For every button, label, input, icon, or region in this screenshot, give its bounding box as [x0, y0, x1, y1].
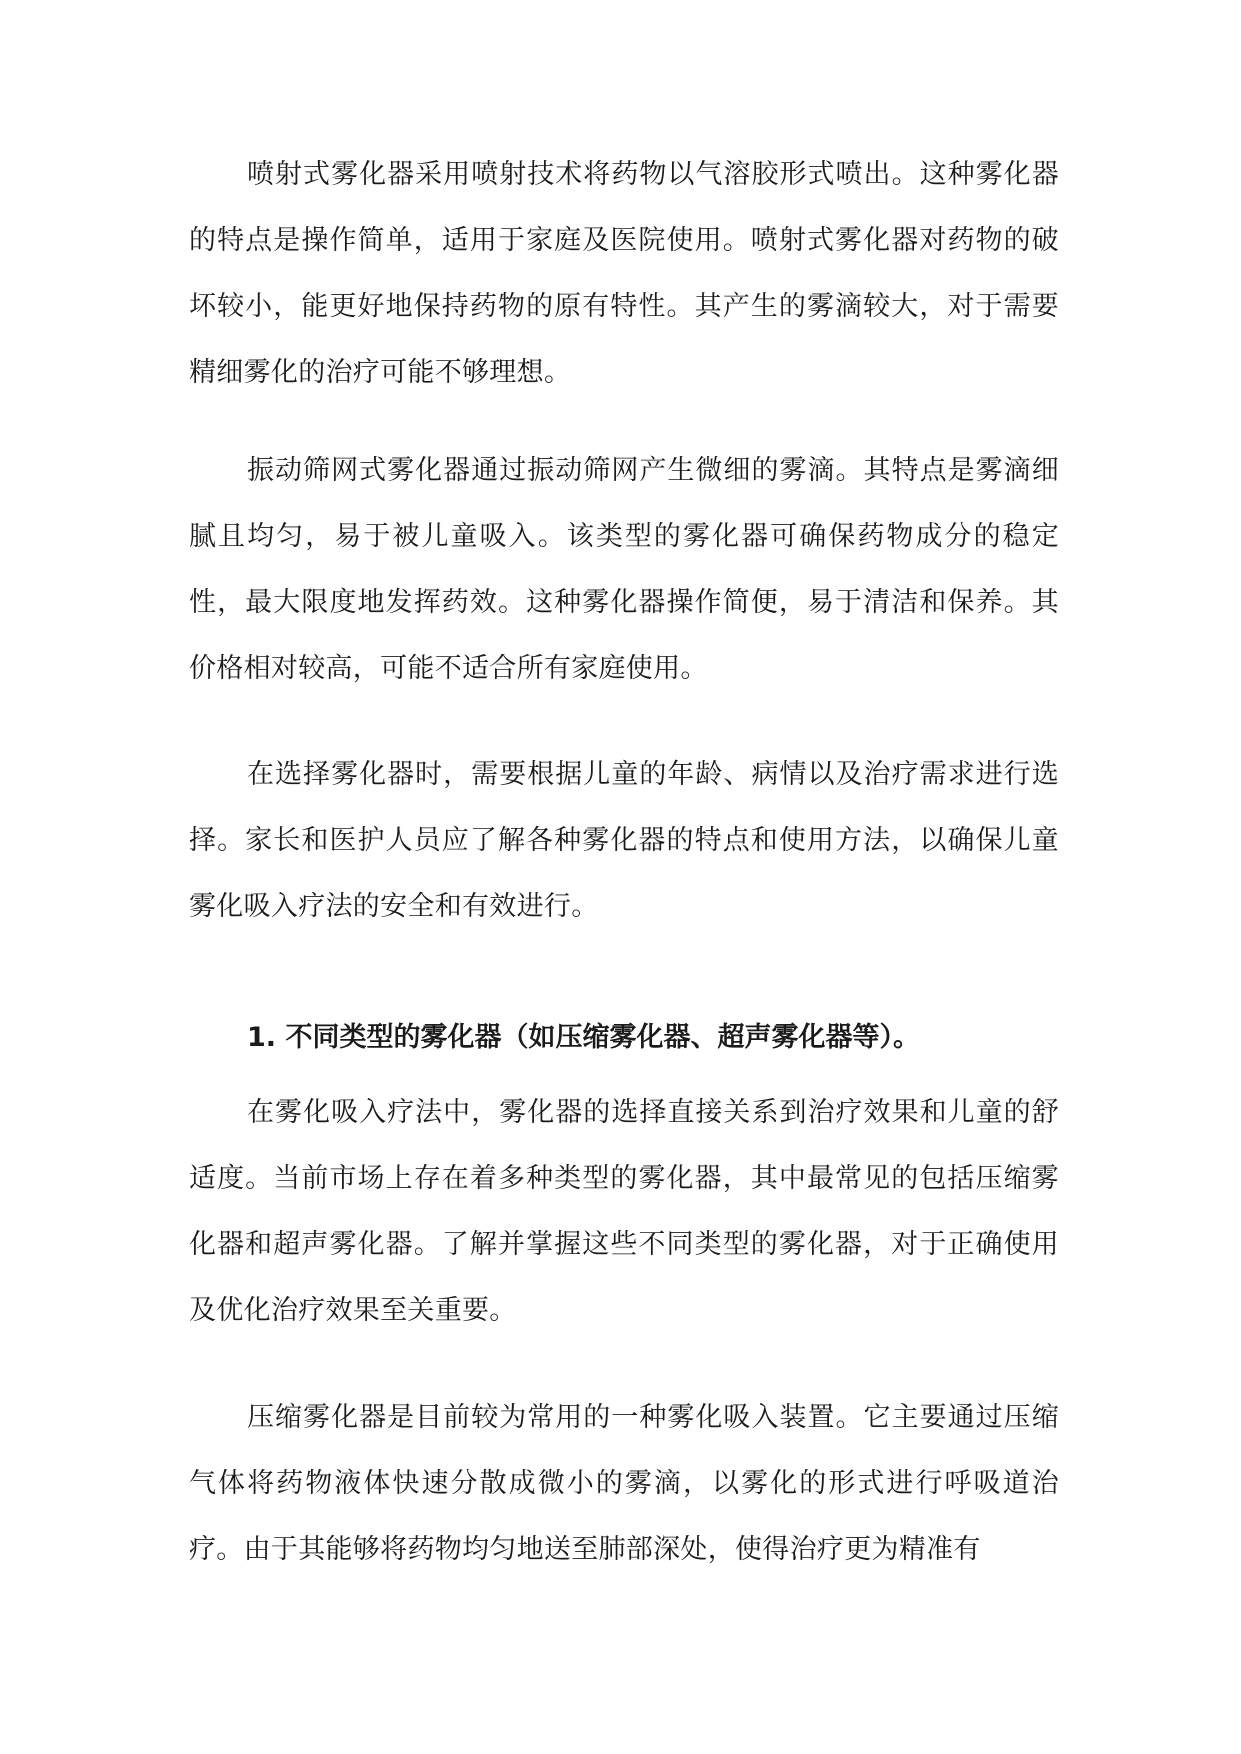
- paragraph-jet-nebulizer: 喷射式雾化器采用喷射技术将药物以气溶胶形式喷出。这种雾化器的特点是操作简单，适用于家庭及医院使用。喷射式雾化器对药物的破坏较小，能更好地保持药物的原有特性。其产生的雾滴较大，对于需要精细雾化的治疗可能不够理想。: [189, 159, 1059, 388]
- paragraph-selection-advice: 在选择雾化器时，需要根据儿童的年龄、病情以及治疗需求进行选择。家长和医护人员应了解各种雾化器的特点和使用方法，以确保儿童雾化吸入疗法的安全和有效进行。: [189, 759, 1059, 922]
- paragraph-nebulizer-types-intro: 在雾化吸入疗法中，雾化器的选择直接关系到治疗效果和儿童的舒适度。当前市场上存在着多种类型的雾化器，其中最常见的包括压缩雾化器和超声雾化器。了解并掌握这些不同类型的雾化器，对于正确使用及优化治疗效果至关重要。: [189, 1097, 1059, 1326]
- section-heading: 1. 不同类型的雾化器（如压缩雾化器、超声雾化器等）。: [247, 1022, 920, 1053]
- paragraph-mesh-nebulizer: 振动筛网式雾化器通过振动筛网产生微细的雾滴。其特点是雾滴细腻且均匀，易于被儿童吸入。该类型的雾化器可确保药物成分的稳定性，最大限度地发挥药效。这种雾化器操作简便，易于清洁和保养。其价格相对较高，可能不适合所有家庭使用。: [189, 455, 1059, 684]
- paragraph-compression-nebulizer: 压缩雾化器是目前较为常用的一种雾化吸入装置。它主要通过压缩气体将药物液体快速分散成微小的雾滴，以雾化的形式进行呼吸道治疗。由于其能够将药物均匀地送至肺部深处，使得治疗更为精准有: [189, 1402, 1059, 1565]
